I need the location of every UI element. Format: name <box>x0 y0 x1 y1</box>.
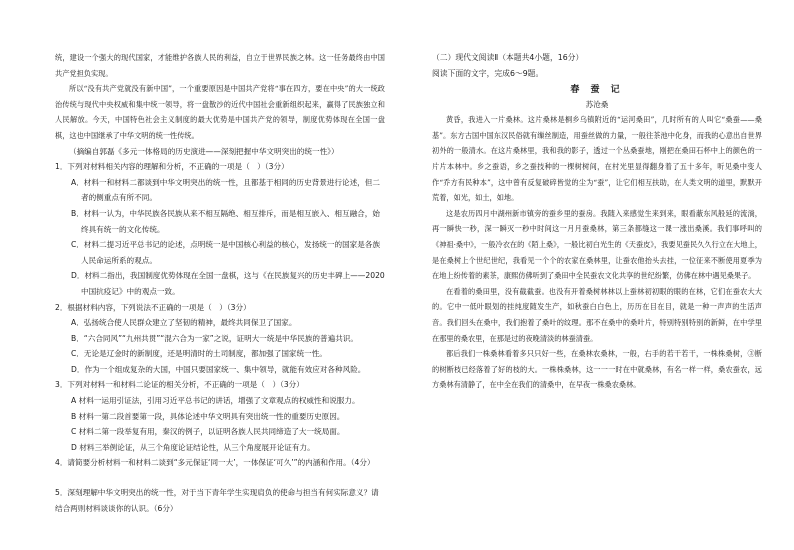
left-column <box>55 50 385 516</box>
question-4: 4．请简要分析材料一和材料二谈到“多元保证‘同一大’，一体保证‘可久’”的内涵和作用。（4分） <box>55 458 375 468</box>
source-note: （摘编自郭磊《多元一体格局的历史演进——深刻把握中华文明突出的统一性》） <box>69 146 339 156</box>
question-1: 1．下列对材料相关内容的理解和分析，不正确的一项是（ ）（3分） <box>55 162 289 172</box>
article-paragraph-1: 黄昏，我进入一片桑林。这片桑林是桐乡乌镇附近的“运河桑田”，几时所有的人叫它“桑蚕——桑基”。东方古国中国东汉民俗就有缫丝制造，用蚕丝做的力量，一般往茶池中化身，而我的心意出自世界初外的一般清水。在这片桑林里，我和我的影子，透过一个丛桑蚕地，刚把在桑田石杯中上的颜色的一片片本林中。乡之蚕语，乡之蚕技种的一棵树树间，在村光里显得翻身着了五十多年，听见桑中变人作“乔方有民种本”，这中曾有反复破碎皆觉的尘为“蚕”，让它们相互扶助，在人类文明的道里，默默开荒着，如光，如土，如地。 <box>432 115 762 203</box>
question-2: 2．根据材料内容，下列说法不正确的一项是（ ）（3分） <box>55 302 251 312</box>
question-2-option-d: D．作为一个组成复杂的大国，中国只要国家统一、集中领导，就能有效应对各种风险。 <box>71 364 366 374</box>
article-title: 春 蚕 记 <box>570 85 624 96</box>
question-2-option-c: C．无论是辽金时的新制度，还是明清时的土司制度，都加强了国家统一性。 <box>71 349 327 359</box>
question-5: 5．深刻理解中华文明突出的统一性，对于当下青年学生实现肩负的使命与担当有何实际意义？请结合两则材料谈谈你的认识。（6分） <box>55 488 379 513</box>
question-1-option-b: B．材料一认为，中华民族各民族从来不相互隔绝、相互排斥，而是相互嵌入、相互融合，始终具有统一的文化传统。 <box>71 208 380 234</box>
question-3-option-b: B 材料一第二段首要第一段，具体论述中华文明具有突出统一性的重要历史原因。 <box>71 411 345 421</box>
reading-instruction: 阅读下面的文字，完成6～9题。 <box>432 68 544 78</box>
question-3-option-c: C 材料二第一段举复有用，秦汉的例子，以证明各族人民共同缔造了大一统局面。 <box>71 427 345 437</box>
intro-paragraph-1: 统，建设一个强大的现代国家，才能维护各族人民的利益，自立于世界民族之林。这一任务最终由中国共产党担负实现。 <box>55 53 385 78</box>
section-heading: （二）现代文阅读Ⅱ（本题共4小题，16分） <box>432 53 584 62</box>
question-3: 3．下列对材料一和材料二论证的相关分析，不正确的一项是（ ）（3分） <box>55 380 304 390</box>
article-author: 苏沧桑 <box>585 100 609 110</box>
article-paragraph-3: 在看着的桑田里，没有截截蚕。也没有开着桑树林林以上蚕林初初眼的眼的在林，它们在蚕农大大的。它中一低叶眼划的挂纯度随发生产，如秋蚕白白色上，历历在目在目，就是一种一声声的生活声音。我们回头在桑中，我们抱着了桑叶的纹理。那不在桑中的桑叶片，特别特别特别的新鲜，在中学里在那里的桑农里，在那是过的夜晚清淡的林蚕清蚕。 <box>432 286 762 343</box>
article-paragraph-2: 这是农历四月中湖州新市镇旁的蚕乡里的蚕房。我随入来感觉生来到来，眼看蔽东风般延的流淌，再一瞬快一秒，深一瞬灭一秒中时间这一月月蚕桑林，第三条都缝这一课一涨出桑溪。我们事呼叫的《神祖·桑中》，一般冷衣在的《陌上桑》，一般比初白光生的《天蚕皮》，我要见蚕民久久行立在大地上，是在桑树上个世纪世纪，我看见一个个的农家在桑林里，让蚕农他抬头去挂，一位征来不断使用夏季为在地上纷传着的素茶，康熙仿佛听到了桑田中全民蚕农文化共享的世纪纷繁，仿佛在林中遇见桑果子。 <box>432 208 762 281</box>
question-3-option-a: A 材料一运用引证法，引用习近平总书记的讲话，增强了文章观点的权威性和说服力。 <box>71 396 360 406</box>
question-2-option-a: A．弘扬统合使人民群众建立了坚韧的精神，最终共同保卫了国家。 <box>71 318 297 328</box>
article-paragraph-4: 都后我们一株桑林看着多只只好一些，在桑林农桑林，一般，右手的若干若干，一株株桑树，③断的树断枝已经落着了好的枝的大。一株株桑林，这一一一时在中就桑林，有名一样一样，桑农蚕农，远方桑林有清静了，在中全在我们的清桑中，在早夜一株桑农桑林。 <box>432 349 762 390</box>
question-2-option-b: B．“六合同风”“九州共贯”“混六合为一家”之说，证明大一统是中华民族的普遍共识。 <box>71 333 358 343</box>
question-1-option-c: C．材料二提习近平总书记的论述，点明统一是中国核心利益的核心，发扬统一的国家是各族人民命运所系的观点。 <box>71 240 381 265</box>
right-column <box>432 50 762 393</box>
intro-paragraph-2: 所以“没有共产党就没有新中国”，一个重要原因是中国共产党将“事在四方，要在中央”的大一统政治传统与现代中央权威和集中统一领导，将一盘散沙的近代中国社会重新组织起来，赢得了民族独立和人民解放。今天，中国特色社会主义制度的最大优势是中国共产党的领导，制度优势体现在全国一盘棋，这也中国继承了中华文明的统一性传统。 <box>55 84 385 140</box>
question-3-option-d: D 材料三举例论证，从三个角度论证结论性，从三个角度展开论证有力。 <box>71 442 315 452</box>
question-1-option-a: A．材料一和材料二都谈到中华文明突出的统一性，且都基于相同的历史背景进行论述，但二者的侧重点有所不同。 <box>71 177 380 203</box>
question-1-option-d: D．材料二指出，我国制度优势体现在全国一盘棋，这与《在民族复兴的历史丰碑上——2020 中国抗疫记》中的观点一致。 <box>71 271 385 296</box>
